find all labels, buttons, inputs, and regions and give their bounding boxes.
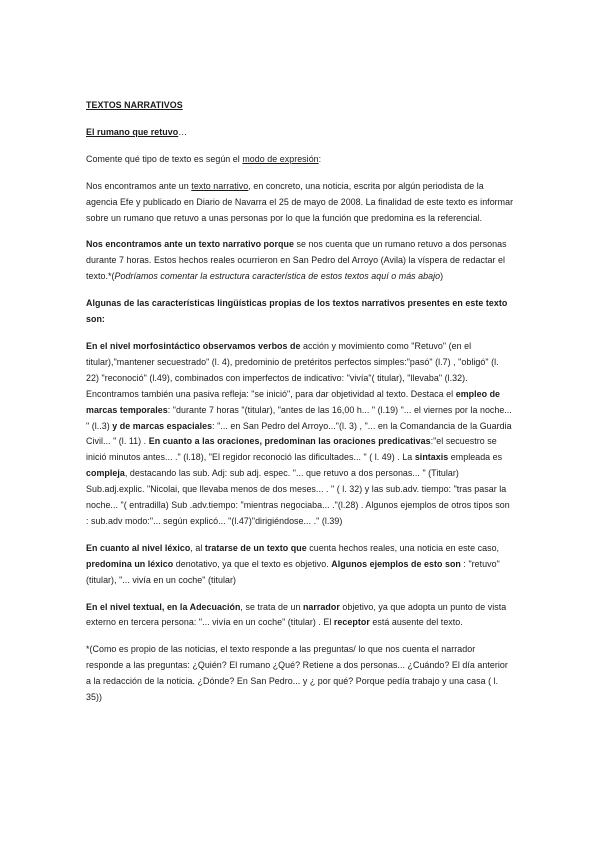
narrative-italic: Podríamos comentar la estructura característica de estos textos aquí o más abajo: [114, 271, 441, 282]
question-underlined: modo de expresión: [242, 153, 319, 164]
intro-paragraph: [86, 179, 514, 227]
question-paragraph: [86, 152, 514, 168]
txt-t2: objetivo, ya que adopta un punto de vista externo en tercera persona: "... vivía en un coche" (titular) . El: [86, 601, 507, 628]
txt-t1: , se trata de un: [240, 601, 303, 612]
lex-b1: En cuanto al nivel léxico: [86, 542, 191, 553]
ms-s11: compleja: [86, 468, 125, 479]
questions-note-paragraph: *(Como es propio de las noticias, el texto responde a las preguntas/ lo que nos cuenta el narrador responde a las preguntas: ¿Quién? El rumano ¿Qué? Retiene a dos personas... ¿Cuándo? El día anterior a la redacción de la noticia. ¿Dónde? En San Pedro... y ¿ por qué? Porque pedía trabajo y una casa ( l. 35)): [86, 644, 508, 703]
txt-b2: narrador: [302, 601, 340, 612]
doc-subtitle: [86, 125, 514, 141]
narrative-close: ): [440, 271, 444, 282]
narrative-text: se nos cuenta que un rumano retuvo a dos personas durante 7 horas. Estos hechos reales ocurrieron en San Pedro del Arroyo (Avila) la víspera de redactar el texto.*(: [86, 239, 507, 282]
subtitle-ellipsis: …: [178, 126, 188, 137]
ms-s06: : "... en San Pedro del Arroyo..."(l. 3) , "... en la Comandancia de la Guardia Civil... " (l. 11) .: [86, 420, 512, 447]
ms-s09: sintaxis: [414, 452, 449, 463]
lex-t4: : "retuvo" (titular), "... vivía en un coche" (titular): [86, 558, 500, 585]
textual-paragraph: [86, 600, 514, 632]
ms-s10: empleada es: [448, 452, 503, 463]
ms-s12: , destacando las sub. Adj: sub adj. espec. "... que retuvo a dos personas... " (Titular) Sub.adj.explic. "Nicolai, que llevaba menos de dos meses... . " ( l. 32) y las sub.adv. tiempo: "tras pasar la noche... "( entradilla) Sub .adv.tiempo: "mientras negociaba... ."(l.28) . Algunos ejemplos de otros tipos son : sub.adv modo:"... según explicó... "(l.47)"dirigiéndose... ." (l.39): [86, 468, 510, 526]
narrative-paragraph: [86, 237, 514, 285]
lex-t2: cuenta hechos reales, una noticia en este caso,: [306, 542, 500, 553]
intro-text-a: Nos encontramos ante un: [86, 180, 192, 191]
features-heading: Algunas de las características lingüísticas propias de los textos narrativos presentes en este texto son:: [86, 298, 508, 325]
question-text: Comente qué tipo de texto es según el: [86, 153, 243, 164]
lex-b4: Algunos ejemplos de esto son: [331, 558, 461, 569]
title-text: TEXTOS NARRATIVOS: [86, 100, 183, 110]
lex-b2: tratarse de un texto que: [204, 542, 307, 553]
txt-b1: En el nivel textual, en la Adecuación: [86, 601, 241, 612]
ms-s08: :"el secuestro se inició minutos antes... ." (l.18), "El regidor reconoció las dificultades... " ( l. 49) . La: [86, 436, 497, 463]
morphosyntax-paragraph: [86, 339, 514, 530]
ms-s04: : "durante 7 horas "(titular), "antes de las 16,00 h... " (l.19) "... el viernes por la noche... " (l..3): [86, 404, 512, 431]
intro-underlined: texto narrativo: [191, 180, 249, 191]
ms-s01: En el nivel morfosintáctico observamos verbos de: [86, 340, 301, 351]
lex-t3: denotativo, ya que el texto es objetivo.: [173, 558, 332, 569]
lexical-paragraph: [86, 541, 514, 589]
intro-text-b: , en concreto, una noticia, escrita por algún periodista de la agencia Efe y publicado en Diario de Navarra el 25 de mayo de 2008. La finalidad de este texto es informar sobre un rumano que retuvo a unas personas por lo que la función que predomina es la referencial.: [86, 180, 514, 223]
lex-b3: predomina un léxico: [86, 558, 174, 569]
txt-b3: receptor: [333, 617, 370, 628]
ms-s02: acción y movimiento como "Retuvo" (en el titular),"mantener secuestrado" (l. 4), predominio de pretéritos perfectos simples:"pasó" (l.7) , "obligó" (l. 22) "reconoció" (l.49), combinados con imperfectos de indicativo: "vivía"( titular), "llevaba" (l.32). Encontramos también una pasiva refleja: "se inició", para dar objetividad al texto. Destaca el: [86, 340, 499, 399]
subtitle-text: El rumano que retuvo: [86, 126, 179, 137]
ms-s03: empleo de marcas temporales: [86, 388, 501, 415]
ms-s05: y de marcas espaciales: [112, 420, 213, 431]
txt-t3: está ausente del texto.: [369, 617, 463, 628]
lex-t1: , al: [190, 542, 205, 553]
narrative-bold: Nos encontramos ante un texto narrativo porque: [86, 239, 294, 250]
question-colon: :: [318, 153, 322, 164]
doc-title: [86, 98, 514, 114]
ms-s07: En cuanto a las oraciones, predominan las oraciones predicativas: [148, 436, 431, 447]
